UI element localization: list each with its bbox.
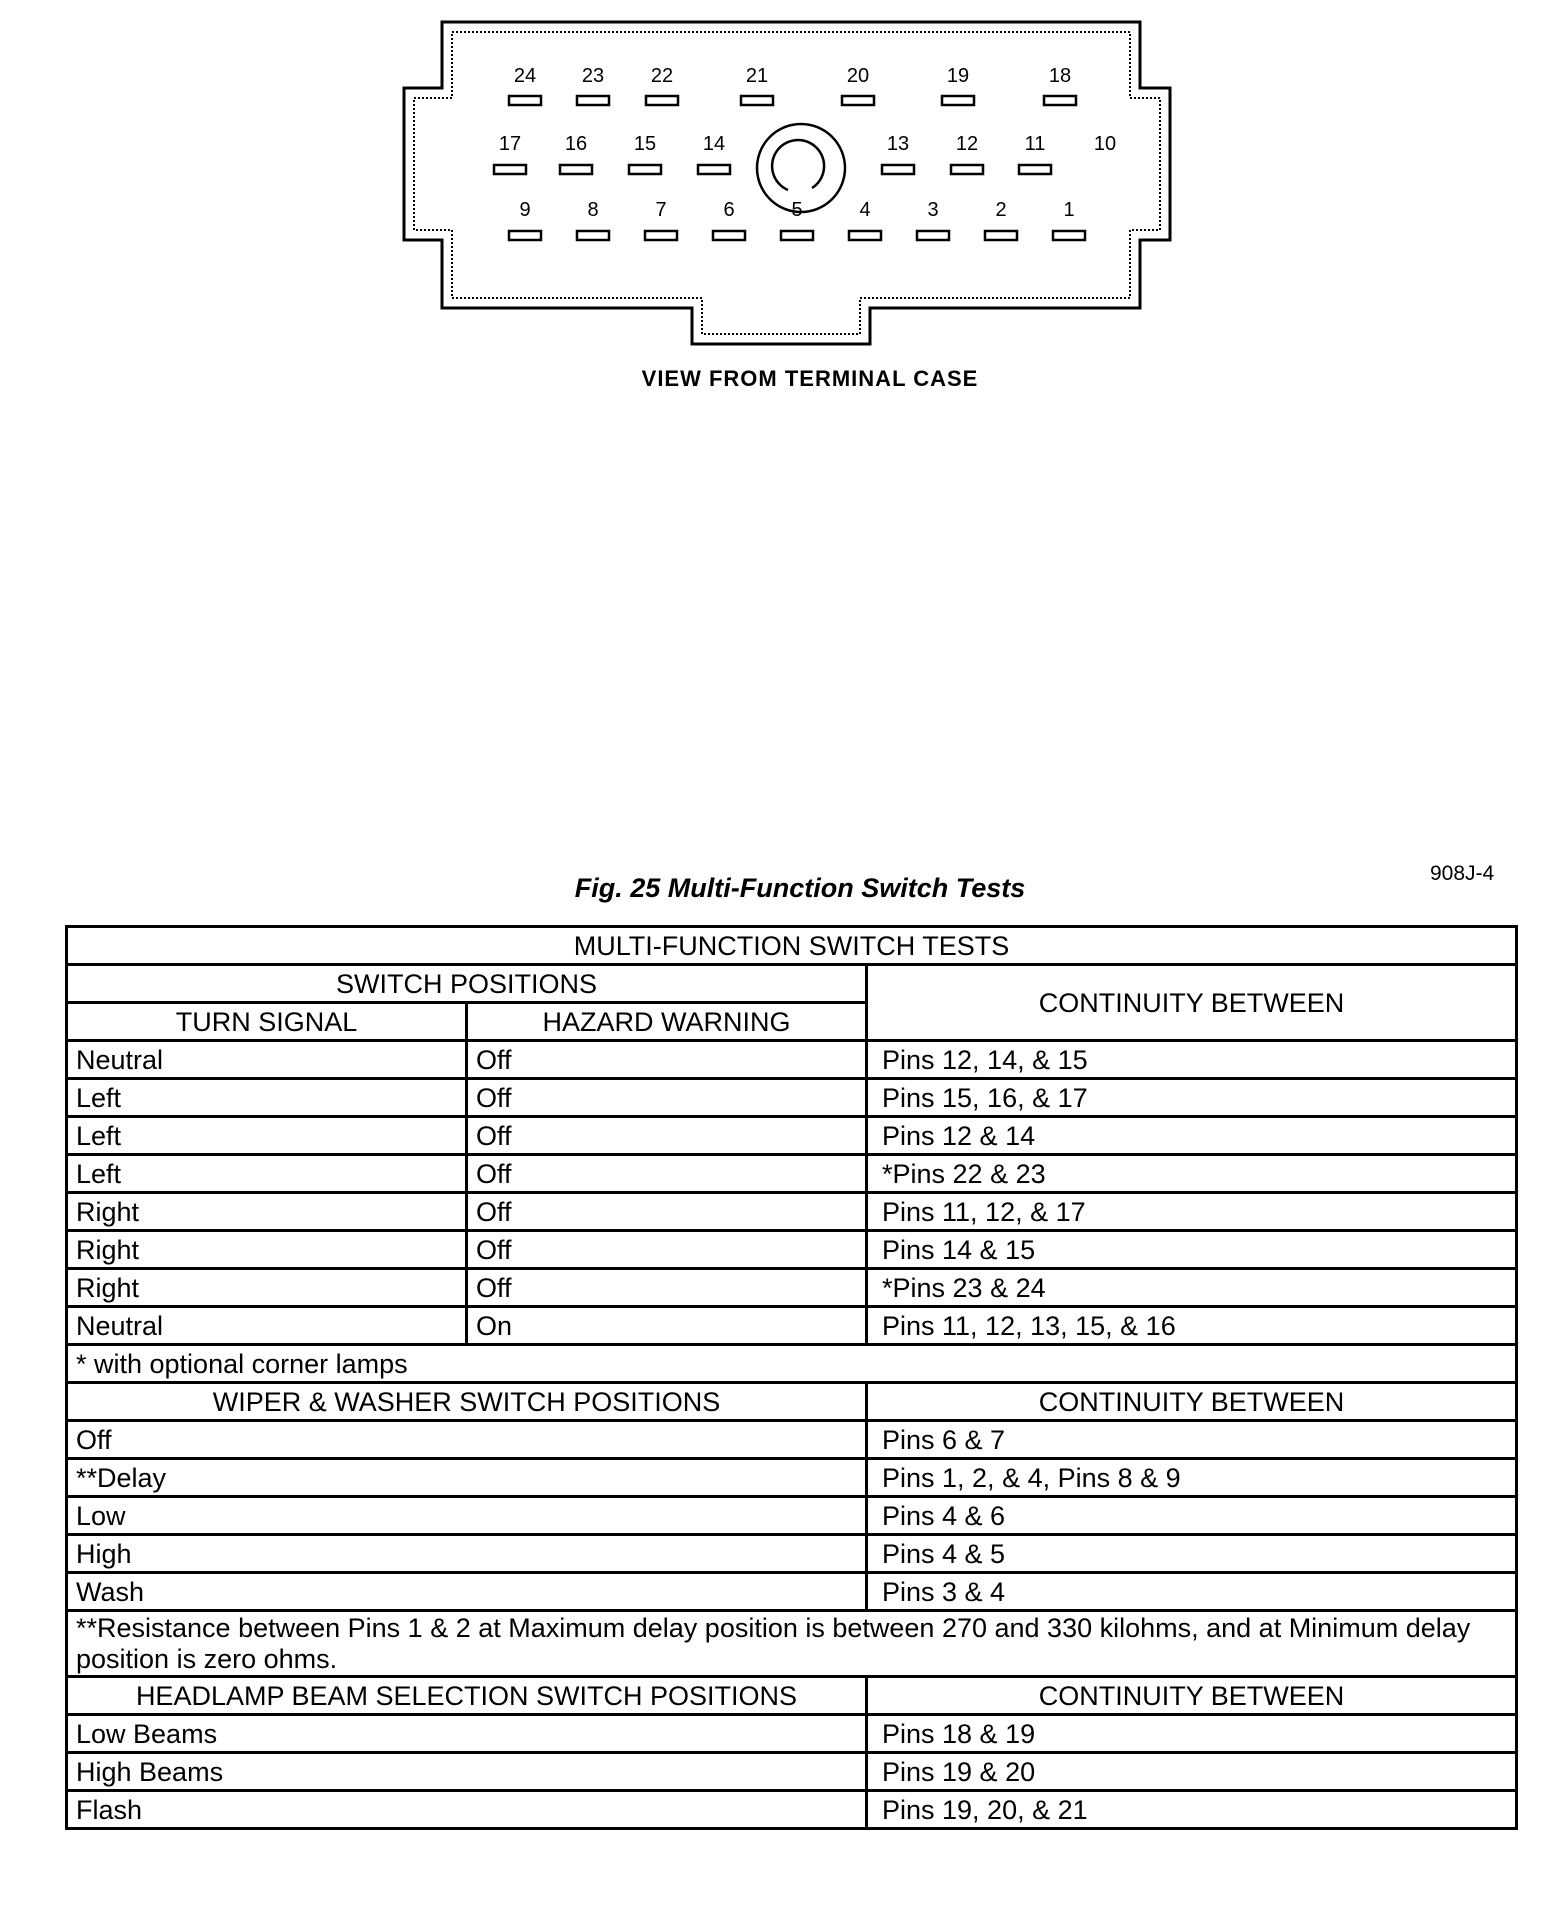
pin-slot [509, 231, 541, 240]
pin-slot [509, 96, 541, 105]
turn-header-row-1 [67, 965, 1517, 1003]
headlamp-row [67, 1715, 1517, 1753]
turn-row [67, 1079, 1517, 1117]
wiper-position-cell: Wash [67, 1573, 867, 1611]
turn-continuity-header: CONTINUITY BETWEEN [867, 965, 1517, 1041]
continuity-cell: Pins 11, 12, & 17 [867, 1193, 1517, 1231]
pin-label: 22 [650, 65, 674, 87]
continuity-cell: Pins 12, 14, & 15 [867, 1041, 1517, 1079]
figure-id: 908J-4 [1430, 862, 1495, 885]
turn-cell: Right [67, 1193, 467, 1231]
pin-slot [781, 231, 813, 240]
wiper-position-cell: Low [67, 1497, 867, 1535]
turn-row [67, 1117, 1517, 1155]
hazard-cell: Off [467, 1041, 867, 1079]
pin-slot [842, 96, 874, 105]
hazard-warning-header: HAZARD WARNING [467, 1003, 867, 1041]
pin-slot [646, 96, 678, 105]
headlamp-continuity-header: CONTINUITY BETWEEN [867, 1677, 1517, 1715]
hazard-cell: Off [467, 1155, 867, 1193]
pin-label: 16 [564, 133, 588, 155]
pin-label: 20 [846, 65, 870, 87]
pin-slot [951, 165, 983, 174]
continuity-cell: Pins 6 & 7 [867, 1421, 1517, 1459]
hazard-cell: Off [467, 1117, 867, 1155]
switch-positions-header: SWITCH POSITIONS [67, 965, 867, 1003]
pin-slot [985, 231, 1017, 240]
table-title-row [67, 927, 1517, 965]
pin-label: 14 [702, 133, 726, 155]
continuity-cell: Pins 1, 2, & 4, Pins 8 & 9 [867, 1459, 1517, 1497]
turn-cell: Right [67, 1231, 467, 1269]
wiper-row [67, 1421, 1517, 1459]
pin-slot [882, 165, 914, 174]
turn-row [67, 1041, 1517, 1079]
pin-slot [560, 165, 592, 174]
hazard-cell: Off [467, 1193, 867, 1231]
pin-slot [494, 165, 526, 174]
continuity-cell: *Pins 22 & 23 [867, 1155, 1517, 1193]
turn-row [67, 1155, 1517, 1193]
continuity-cell: Pins 11, 12, 13, 15, & 16 [867, 1307, 1517, 1345]
hazard-cell: Off [467, 1231, 867, 1269]
center-key-inner [772, 140, 824, 190]
pin-label: 17 [498, 133, 522, 155]
wiper-note-row [67, 1611, 1517, 1677]
headlamp-row [67, 1791, 1517, 1829]
connector-diagram [400, 18, 1180, 348]
pin-label: 15 [633, 133, 657, 155]
pin-slot [645, 231, 677, 240]
pin-slot [1044, 96, 1076, 105]
wiper-row [67, 1535, 1517, 1573]
continuity-cell: Pins 19 & 20 [867, 1753, 1517, 1791]
pin-slot [698, 165, 730, 174]
headlamp-position-cell: Flash [67, 1791, 867, 1829]
continuity-cell: Pins 12 & 14 [867, 1117, 1517, 1155]
pin-slot [629, 165, 661, 174]
pin-label: 4 [859, 199, 871, 221]
pin-slot [942, 96, 974, 105]
turn-cell: Left [67, 1079, 467, 1117]
pin-label: 18 [1048, 65, 1072, 87]
turn-cell: Right [67, 1269, 467, 1307]
pin-label: 10 [1093, 133, 1117, 155]
pin-label: 3 [927, 199, 939, 221]
pin-slot [917, 231, 949, 240]
pin-slot [1053, 231, 1085, 240]
headlamp-row [67, 1753, 1517, 1791]
pin-label: 6 [723, 199, 735, 221]
continuity-cell: Pins 4 & 6 [867, 1497, 1517, 1535]
headlamp-position-cell: Low Beams [67, 1715, 867, 1753]
pin-label: 11 [1024, 133, 1046, 155]
view-caption: VIEW FROM TERMINAL CASE [641, 366, 979, 391]
turn-cell: Left [67, 1117, 467, 1155]
pin-label: 13 [886, 133, 910, 155]
turn-row [67, 1231, 1517, 1269]
turn-row [67, 1307, 1517, 1345]
headlamp-header-row [67, 1677, 1517, 1715]
hazard-cell: Off [467, 1269, 867, 1307]
wiper-row [67, 1459, 1517, 1497]
wiper-position-cell: High [67, 1535, 867, 1573]
turn-signal-header: TURN SIGNAL [67, 1003, 467, 1041]
wiper-row [67, 1497, 1517, 1535]
continuity-cell: Pins 4 & 5 [867, 1535, 1517, 1573]
continuity-cell: Pins 19, 20, & 21 [867, 1791, 1517, 1829]
pin-label: 2 [995, 199, 1007, 221]
hazard-cell: Off [467, 1079, 867, 1117]
headlamp-positions-header: HEADLAMP BEAM SELECTION SWITCH POSITIONS [67, 1677, 867, 1715]
continuity-cell: Pins 14 & 15 [867, 1231, 1517, 1269]
wiper-continuity-header: CONTINUITY BETWEEN [867, 1383, 1517, 1421]
wiper-row [67, 1573, 1517, 1611]
continuity-cell: *Pins 23 & 24 [867, 1269, 1517, 1307]
turn-row [67, 1193, 1517, 1231]
pin-label: 23 [581, 65, 605, 87]
pin-label: 21 [745, 65, 769, 87]
pin-label: 1 [1063, 199, 1075, 221]
pin-slot [713, 231, 745, 240]
pin-slot [577, 96, 609, 105]
turn-cell: Neutral [67, 1307, 467, 1345]
pin-layer [494, 65, 1116, 240]
continuity-cell: Pins 18 & 19 [867, 1715, 1517, 1753]
pin-slot [577, 231, 609, 240]
table-title: MULTI-FUNCTION SWITCH TESTS [67, 927, 1517, 965]
hazard-cell: On [467, 1307, 867, 1345]
headlamp-position-cell: High Beams [67, 1753, 867, 1791]
resistance-note: **Resistance between Pins 1 & 2 at Maximum delay position is between 270 and 330 kilohms, and at Minimum delay position is zero ohms. [67, 1611, 1517, 1677]
pin-label: 12 [955, 133, 979, 155]
switch-tests-table [65, 925, 1518, 1830]
corner-lamps-note: * with optional corner lamps [67, 1345, 1517, 1383]
pin-label: 9 [519, 199, 531, 221]
pin-label: 8 [587, 199, 599, 221]
wiper-position-cell: Off [67, 1421, 867, 1459]
turn-cell: Neutral [67, 1041, 467, 1079]
pin-label: 19 [946, 65, 970, 87]
pin-slot [741, 96, 773, 105]
wiper-header-row [67, 1383, 1517, 1421]
turn-cell: Left [67, 1155, 467, 1193]
table-body [67, 927, 1517, 1829]
turn-row [67, 1269, 1517, 1307]
wiper-position-cell: **Delay [67, 1459, 867, 1497]
continuity-cell: Pins 15, 16, & 17 [867, 1079, 1517, 1117]
wiper-positions-header: WIPER & WASHER SWITCH POSITIONS [67, 1383, 867, 1421]
figure-caption: Fig. 25 Multi-Function Switch Tests [574, 873, 1026, 903]
turn-note-row [67, 1345, 1517, 1383]
pin-label: 24 [513, 65, 537, 87]
pin-slot [849, 231, 881, 240]
pin-slot [1019, 165, 1051, 174]
pin-label: 7 [655, 199, 667, 221]
pin-label: 5 [791, 199, 803, 221]
continuity-cell: Pins 3 & 4 [867, 1573, 1517, 1611]
